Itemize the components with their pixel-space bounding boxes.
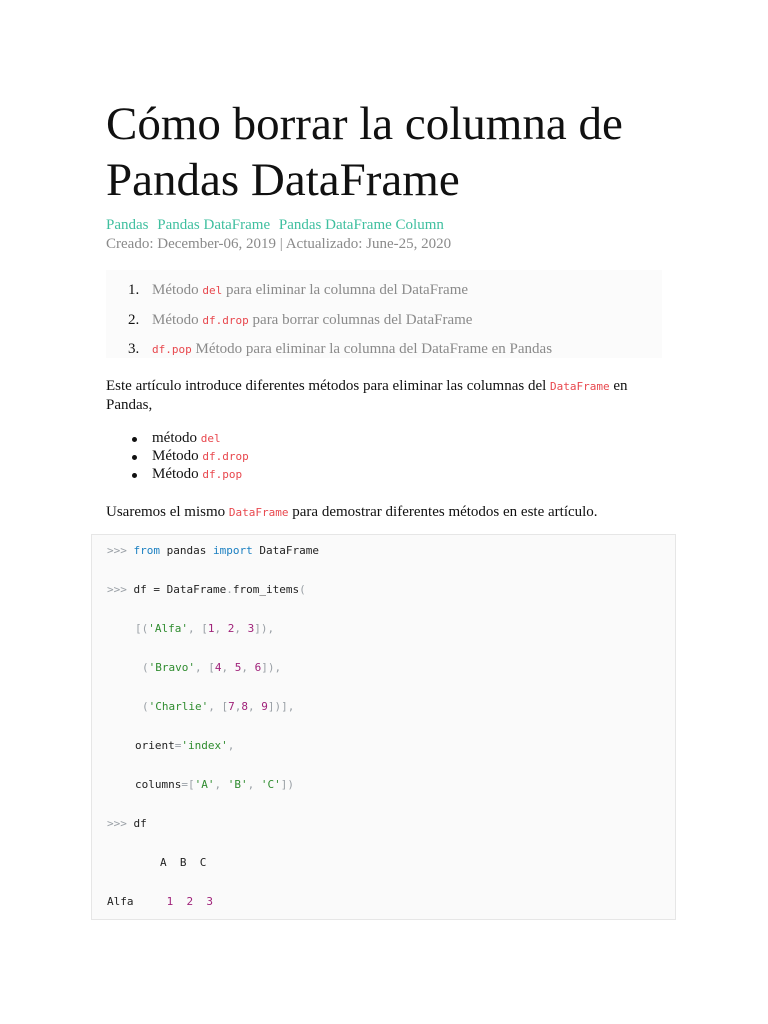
toc-text: Método para eliminar la columna del DataFrame en Pandas bbox=[191, 341, 553, 357]
code-punct: = bbox=[181, 778, 188, 791]
code-line bbox=[107, 856, 206, 869]
code-string: 'C' bbox=[260, 778, 281, 791]
code-line bbox=[142, 700, 294, 713]
list-item bbox=[106, 466, 249, 484]
code-keyword: from bbox=[133, 544, 160, 557]
toc-number: 1. bbox=[128, 282, 140, 298]
code-line bbox=[135, 778, 294, 791]
code-number: 5 bbox=[234, 661, 242, 674]
code-punct: , bbox=[234, 700, 242, 713]
code-block[interactable] bbox=[91, 534, 676, 920]
code-string: 'A' bbox=[194, 778, 215, 791]
code-line bbox=[135, 739, 234, 752]
code-keyword: import bbox=[212, 544, 253, 557]
code-token bbox=[173, 895, 186, 908]
code-string: 'B' bbox=[227, 778, 248, 791]
code-number: 9 bbox=[261, 700, 268, 713]
code-punct: , [ bbox=[194, 661, 215, 674]
code-token: from_items bbox=[232, 583, 300, 596]
code-number: 3 bbox=[206, 895, 213, 908]
inline-code: df.drop bbox=[202, 314, 249, 327]
code-token: df bbox=[126, 583, 154, 596]
code-line bbox=[107, 817, 147, 830]
code-string: 'Charlie' bbox=[148, 700, 209, 713]
code-number: 2 bbox=[186, 895, 194, 908]
toc-link[interactable] bbox=[152, 312, 472, 329]
paragraph-text: Este artículo introduce diferentes métodos para eliminar las columnas del bbox=[106, 378, 551, 394]
inline-code: df.pop bbox=[152, 343, 192, 356]
paragraph-text: para demostrar diferentes métodos en este artículo. bbox=[288, 504, 598, 520]
tag-list bbox=[106, 217, 449, 234]
code-token: DataFrame bbox=[252, 544, 319, 557]
code-punct: , bbox=[214, 622, 228, 635]
code-punct: , bbox=[241, 661, 255, 674]
list-item bbox=[106, 448, 249, 466]
inline-code: DataFrame bbox=[550, 380, 610, 393]
code-token: orient bbox=[135, 739, 175, 752]
code-string: 'index' bbox=[181, 739, 228, 752]
toc-link[interactable] bbox=[152, 341, 552, 358]
publish-dates: Creado: December-06, 2019 | Actualizado: June-25, 2020 bbox=[106, 236, 452, 252]
page-title: Cómo borrar la columna de Pandas DataFrame bbox=[106, 98, 623, 206]
tag-link-pandas-dataframe-column[interactable]: Pandas DataFrame Column bbox=[278, 217, 444, 233]
code-token: df bbox=[126, 817, 147, 830]
inline-code: del bbox=[202, 284, 223, 297]
code-number: 3 bbox=[247, 622, 255, 635]
code-line bbox=[142, 661, 281, 674]
code-punct: ])], bbox=[267, 700, 295, 713]
code-line bbox=[107, 895, 213, 908]
code-prompt: >>> bbox=[107, 817, 127, 830]
code-punct: ]), bbox=[254, 622, 275, 635]
code-punct: , bbox=[227, 739, 235, 752]
code-punct: , bbox=[234, 622, 248, 635]
code-punct: , [ bbox=[208, 700, 229, 713]
code-punct: , bbox=[221, 661, 235, 674]
inline-code: df.pop bbox=[202, 468, 243, 481]
code-punct: ( bbox=[299, 583, 306, 596]
code-number: 2 bbox=[227, 622, 235, 635]
code-token: DataFrame bbox=[160, 583, 227, 596]
code-number: 1 bbox=[207, 622, 215, 635]
code-punct: , bbox=[214, 778, 228, 791]
paragraph-text: Usaremos el mismo bbox=[106, 504, 229, 520]
code-prompt: >>> bbox=[107, 583, 127, 596]
code-punct: [( bbox=[135, 622, 149, 635]
toc-number: 3. bbox=[128, 341, 140, 357]
code-punct: = bbox=[174, 739, 182, 752]
toc-text: para eliminar la columna del DataFrame bbox=[222, 282, 469, 298]
list-item bbox=[106, 430, 249, 448]
code-punct: , bbox=[247, 778, 261, 791]
list-item-text: Método bbox=[152, 466, 203, 482]
table-of-contents bbox=[106, 270, 662, 358]
code-number: 8 bbox=[241, 700, 248, 713]
inline-code: del bbox=[200, 432, 221, 445]
code-punct: ( bbox=[142, 661, 149, 674]
code-token bbox=[193, 895, 206, 908]
toc-text: para borrar columnas del DataFrame bbox=[248, 312, 473, 328]
list-item-text: método bbox=[152, 430, 201, 446]
code-token: pandas bbox=[160, 544, 213, 557]
toc-text: Método bbox=[152, 282, 203, 298]
code-token: columns bbox=[135, 778, 182, 791]
code-line bbox=[135, 622, 274, 635]
inline-code: DataFrame bbox=[228, 506, 289, 519]
code-number: 7 bbox=[228, 700, 235, 713]
code-token: Alfa bbox=[107, 895, 134, 908]
code-token: = bbox=[153, 583, 160, 596]
code-punct: , bbox=[247, 700, 262, 713]
code-line bbox=[107, 544, 319, 557]
code-punct: ]), bbox=[261, 661, 282, 674]
code-punct: ( bbox=[142, 700, 149, 713]
code-prompt: >>> bbox=[107, 544, 127, 557]
method-list bbox=[106, 430, 249, 484]
code-token: A B C bbox=[107, 856, 207, 869]
toc-link[interactable] bbox=[152, 282, 468, 299]
toc-number: 2. bbox=[128, 312, 140, 328]
tag-link-pandas[interactable]: Pandas bbox=[106, 217, 149, 233]
code-number: 6 bbox=[254, 661, 262, 674]
paragraph-text: en Pandas, bbox=[106, 378, 628, 413]
list-item-text: Método bbox=[152, 448, 203, 464]
code-punct: [ bbox=[187, 778, 195, 791]
toc-text: Método bbox=[152, 312, 203, 328]
tag-link-pandas-dataframe[interactable]: Pandas DataFrame bbox=[157, 217, 271, 233]
code-punct: ]) bbox=[280, 778, 294, 791]
code-number: 4 bbox=[214, 661, 222, 674]
intro-paragraph bbox=[106, 377, 646, 415]
code-punct: . bbox=[226, 583, 233, 596]
usage-paragraph bbox=[106, 503, 646, 522]
code-punct: , [ bbox=[188, 622, 208, 635]
inline-code: df.drop bbox=[202, 450, 249, 463]
code-line bbox=[107, 583, 306, 596]
code-number: 1 bbox=[166, 895, 174, 908]
code-string: 'Alfa' bbox=[148, 622, 188, 635]
code-string: 'Bravo' bbox=[148, 661, 195, 674]
code-token bbox=[134, 895, 167, 908]
